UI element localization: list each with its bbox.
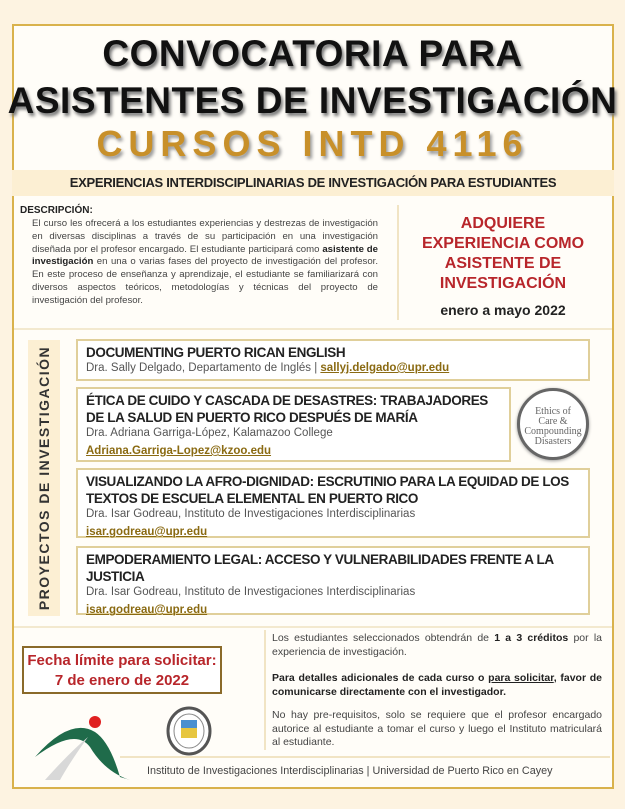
ethics-logo: Ethics of Care & Compounding Disasters xyxy=(517,388,589,460)
description-text xyxy=(32,218,378,308)
project-title: EMPODERAMIENTO LEGAL: ACCESO Y VULNERABILIDADES FRENTE A LA JUSTICIA xyxy=(86,552,554,584)
project-researcher: Dra. Isar Godreau, Instituto de Investigaciones Interdisciplinarias xyxy=(86,508,416,520)
description-heading: DESCRIPCIÓN: xyxy=(20,205,93,216)
divider xyxy=(397,205,399,320)
subtitle-band: EXPERIENCIAS INTERDISCIPLINARIAS DE INVESTIGACIÓN PARA ESTUDIANTES xyxy=(12,170,614,196)
projects-label: PROYECTOS DE INVESTIGACIÓN xyxy=(36,345,52,611)
title-line-1: CONVOCATORIA PARA xyxy=(102,33,523,74)
footer-divider xyxy=(120,756,610,758)
project-card xyxy=(76,468,590,538)
credits-text xyxy=(272,632,602,659)
details-part: Para detalles adicionales de cada curso o xyxy=(272,672,489,684)
project-researcher: Dra. Isar Godreau, Instituto de Investigaciones Interdisciplinarias xyxy=(86,586,416,598)
footer-text: Instituto de Investigaciones Interdisciplinarias | Universidad de Puerto Rico en Cayey xyxy=(147,765,553,777)
project-card xyxy=(76,387,511,462)
project-email-link[interactable]: sallyj.delgado@upr.edu xyxy=(320,362,450,374)
project-title: ÉTICA DE CUIDO Y CASCADA DE DESASTRES: TRABAJADORES DE LA SALUD EN PUERTO RICO DESPUÉS DE MARÍA xyxy=(86,393,488,425)
divider xyxy=(264,630,266,750)
apply-link[interactable]: para solicitar xyxy=(488,672,554,684)
credits-bold: 1 a 3 créditos xyxy=(494,632,569,644)
promo-dates: enero a mayo 2022 xyxy=(440,302,566,318)
project-researcher: Dra. Adriana Garriga-López, Kalamazoo College xyxy=(86,427,333,439)
course-code: CURSOS INTD 4116 xyxy=(96,123,529,164)
deadline-date: 7 de enero de 2022 xyxy=(54,672,190,689)
section-divider xyxy=(14,626,612,628)
credits-part: Los estudiantes seleccionados obtendrán de xyxy=(272,632,495,644)
project-card xyxy=(76,339,590,381)
project-title: DOCUMENTING PUERTO RICAN ENGLISH xyxy=(86,345,346,360)
project-title: VISUALIZANDO LA AFRO-DIGNIDAD: ESCRUTINIO PARA LA EQUIDAD DE LOS TEXTOS DE ESCUELA ELEMENTAL EN PUERTO RICO xyxy=(86,474,569,506)
desc-bold: asistente de investigación xyxy=(32,243,378,268)
section-divider xyxy=(14,328,612,330)
project-email-link[interactable]: isar.godreau@upr.edu xyxy=(86,604,208,616)
institute-logo xyxy=(30,712,140,782)
project-researcher: Dra. Sally Delgado, Departamento de Inglés | xyxy=(86,362,321,374)
details-text xyxy=(272,672,602,699)
credits-part: por la experiencia de investigación. xyxy=(272,632,603,658)
desc-part: El curso les ofrecerá a los estudiantes experiencias y destrezas de investigación en diversas disciplinas a través de su participación en una investigación diseñada por el profesor encargado. El estudiante participará como xyxy=(32,218,378,255)
title-line-2: ASISTENTES DE INVESTIGACIÓN xyxy=(7,80,618,121)
details-part: , favor de comunicarse directamente con el investigador. xyxy=(272,672,602,698)
deadline-label: Fecha límite para solicitar: xyxy=(27,652,217,669)
project-email-link[interactable]: Adriana.Garriga-Lopez@kzoo.edu xyxy=(86,445,272,457)
project-email-link[interactable]: isar.godreau@upr.edu xyxy=(86,526,208,538)
desc-part: en una o varias fases del proyecto de investigación del profesor. En este proceso de enseñanza y aprendizaje, el estudiante se familiarizará con diversos aspectos teóricos, metodologías y técnicas del proyecto de investigación del profesor. xyxy=(32,256,378,306)
project-card xyxy=(76,546,590,615)
university-seal xyxy=(166,706,212,756)
promo-headline: ADQUIERE EXPERIENCIA COMO ASISTENTE DE INVESTIGACIÓN xyxy=(421,215,585,292)
prereq-text: No hay pre-requisitos, solo se requiere que el profesor encargado autorice al estudiante a tomar el curso y luego el Instituto matriculará al estudiante. xyxy=(272,709,602,748)
deadline-box xyxy=(22,646,222,694)
